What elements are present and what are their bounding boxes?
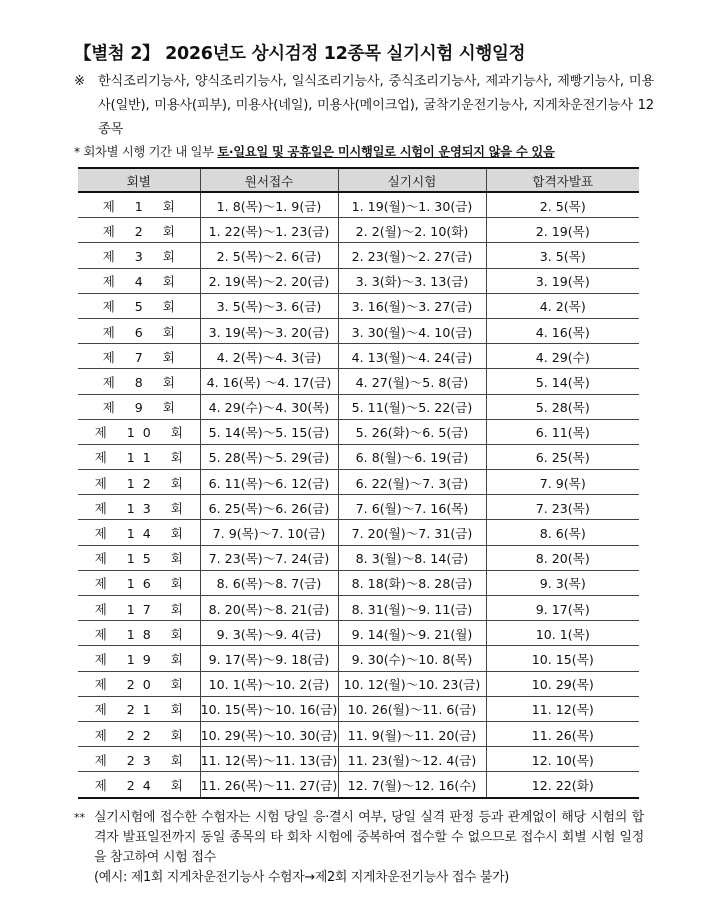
round-cell: 제 19 회 (78, 646, 200, 671)
round-cell: 제 7 회 (78, 344, 200, 369)
exam-period-cell: 10. 12(월)～10. 23(금) (338, 671, 486, 696)
round-cell: 제 8 회 (78, 369, 200, 394)
table-row (78, 696, 639, 721)
table-row (78, 268, 639, 293)
round-cell: 제 10 회 (78, 419, 200, 444)
application-period-cell: 7. 23(목)～7. 24(금) (200, 545, 338, 570)
table-row (78, 218, 639, 243)
exam-period-cell: 8. 31(월)～9. 11(금) (338, 596, 486, 621)
exam-period-cell: 4. 13(월)～4. 24(금) (338, 344, 486, 369)
exam-period-cell: 7. 20(월)～7. 31(금) (338, 520, 486, 545)
round-cell: 제 11 회 (78, 444, 200, 469)
result-date-cell: 6. 25(목) (486, 444, 639, 469)
exam-period-cell: 3. 3(화)～3. 13(금) (338, 268, 486, 293)
exam-period-cell: 5. 26(화)～6. 5(금) (338, 419, 486, 444)
table-row (78, 243, 639, 268)
round-cell: 제 15 회 (78, 545, 200, 570)
round-cell: 제 20 회 (78, 671, 200, 696)
result-date-cell: 10. 1(목) (486, 621, 639, 646)
application-period-cell: 2. 19(목)～2. 20(금) (200, 268, 338, 293)
exam-period-cell: 2. 2(월)～2. 10(화) (338, 218, 486, 243)
exam-period-cell: 8. 18(화)～8. 28(금) (338, 570, 486, 595)
round-cell: 제 13 회 (78, 495, 200, 520)
schedule-table (78, 167, 639, 799)
application-period-cell: 5. 14(목)～5. 15(금) (200, 419, 338, 444)
exam-period-cell: 1. 19(월)～1. 30(금) (338, 192, 486, 218)
exam-period-cell: 9. 14(월)～9. 21(월) (338, 621, 486, 646)
result-date-cell: 8. 6(목) (486, 520, 639, 545)
result-date-cell: 3. 19(목) (486, 268, 639, 293)
exam-period-cell: 3. 16(월)～3. 27(금) (338, 293, 486, 318)
duplicate-application-text: 실기시험에 접수한 수험자는 시험 당일 응·결시 여부, 당일 실격 판정 등과 관계없이 해당 시험의 합격자 발표일전까지 동일 종목의 타 회차 시험에 중복하여 접수할 수 없으므로 접수시 회별 시험 일정을 참고하여 시험 접수 (94, 810, 644, 865)
exam-period-cell: 9. 30(수)～10. 8(목) (338, 646, 486, 671)
header-application: 원서접수 (200, 168, 338, 192)
exam-period-cell: 6. 8(월)～6. 19(금) (338, 444, 486, 469)
result-date-cell: 11. 12(목) (486, 696, 639, 721)
application-period-cell: 3. 19(목)～3. 20(금) (200, 318, 338, 343)
weekend-notice-prefix: 회차별 시행 기간 내 일부 (83, 145, 218, 159)
table-row (78, 293, 639, 318)
application-period-cell: 11. 26(목)～11. 27(금) (200, 772, 338, 798)
result-date-cell: 5. 14(목) (486, 369, 639, 394)
header-round: 회별 (78, 168, 200, 192)
table-row (78, 747, 639, 772)
exam-period-cell: 11. 9(월)～11. 20(금) (338, 721, 486, 746)
round-cell: 제 24 회 (78, 772, 200, 798)
result-date-cell: 9. 3(목) (486, 570, 639, 595)
application-period-cell: 7. 9(목)～7. 10(금) (200, 520, 338, 545)
round-cell: 제 1 회 (78, 192, 200, 218)
application-period-cell: 4. 29(수)～4. 30(목) (200, 394, 338, 419)
table-row (78, 344, 639, 369)
application-period-cell: 8. 20(목)～8. 21(금) (200, 596, 338, 621)
table-row (78, 596, 639, 621)
round-cell: 제 5 회 (78, 293, 200, 318)
result-date-cell: 7. 23(목) (486, 495, 639, 520)
round-cell: 제 23 회 (78, 747, 200, 772)
application-period-cell: 6. 25(목)～6. 26(금) (200, 495, 338, 520)
subject-list-text: 한식조리기능사, 양식조리기능사, 일식조리기능사, 중식조리기능사, 제과기능사, 제빵기능사, 미용사(일반), 미용사(피부), 미용사(네일), 미용사(메이크업), 굴착기운전기능사, 지게차운전기능사 12종목 (98, 74, 654, 137)
result-date-cell: 12. 22(화) (486, 772, 639, 798)
application-period-cell: 1. 8(목)～1. 9(금) (200, 192, 338, 218)
round-cell: 제 14 회 (78, 520, 200, 545)
result-date-cell: 4. 2(목) (486, 293, 639, 318)
table-row (78, 520, 639, 545)
application-period-cell: 2. 5(목)～2. 6(금) (200, 243, 338, 268)
application-period-cell: 4. 16(목) ～4. 17(금) (200, 369, 338, 394)
application-period-cell: 6. 11(목)～6. 12(금) (200, 470, 338, 495)
table-row (78, 419, 639, 444)
application-period-cell: 5. 28(목)～5. 29(금) (200, 444, 338, 469)
result-date-cell: 5. 28(목) (486, 394, 639, 419)
header-result-announcement: 합격자발표 (486, 168, 639, 192)
document-title: 【별첨 2】 2026년도 상시검정 12종목 실기시험 시행일정 (74, 44, 526, 64)
result-date-cell: 2. 19(목) (486, 218, 639, 243)
round-cell: 제 9 회 (78, 394, 200, 419)
table-row (78, 318, 639, 343)
round-cell: 제 22 회 (78, 721, 200, 746)
round-cell: 제 18 회 (78, 621, 200, 646)
table-row (78, 570, 639, 595)
result-date-cell: 11. 26(목) (486, 721, 639, 746)
exam-period-cell: 7. 6(월)～7. 16(목) (338, 495, 486, 520)
table-row (78, 369, 639, 394)
duplicate-application-notice (74, 808, 644, 888)
weekend-notice-emphasis: 토·일요일 및 공휴일은 미시행일로 시험이 운영되지 않을 수 있음 (217, 145, 555, 159)
round-cell: 제 3 회 (78, 243, 200, 268)
table-row (78, 394, 639, 419)
result-date-cell: 4. 29(수) (486, 344, 639, 369)
table-row (78, 621, 639, 646)
result-date-cell: 4. 16(목) (486, 318, 639, 343)
application-period-cell: 1. 22(목)～1. 23(금) (200, 218, 338, 243)
table-row (78, 646, 639, 671)
table-row (78, 444, 639, 469)
round-cell: 제 21 회 (78, 696, 200, 721)
table-row (78, 545, 639, 570)
exam-period-cell: 4. 27(월)～5. 8(금) (338, 369, 486, 394)
exam-period-cell: 6. 22(월)～7. 3(금) (338, 470, 486, 495)
application-period-cell: 4. 2(목)～4. 3(금) (200, 344, 338, 369)
schedule-table-body (78, 192, 639, 798)
round-cell: 제 12 회 (78, 470, 200, 495)
result-date-cell: 2. 5(목) (486, 192, 639, 218)
result-date-cell: 3. 5(목) (486, 243, 639, 268)
asterisk-mark: * (74, 145, 80, 159)
result-date-cell: 7. 9(목) (486, 470, 639, 495)
table-row (78, 470, 639, 495)
table-row (78, 772, 639, 798)
application-period-cell: 9. 17(목)～9. 18(금) (200, 646, 338, 671)
table-row (78, 192, 639, 218)
table-row (78, 721, 639, 746)
header-practical-exam: 실기시험 (338, 168, 486, 192)
result-date-cell: 10. 15(목) (486, 646, 639, 671)
exam-period-cell: 8. 3(월)～8. 14(금) (338, 545, 486, 570)
round-cell: 제 16 회 (78, 570, 200, 595)
subject-list-note (74, 70, 654, 142)
exam-period-cell: 11. 23(월)～12. 4(금) (338, 747, 486, 772)
result-date-cell: 12. 10(목) (486, 747, 639, 772)
result-date-cell: 9. 17(목) (486, 596, 639, 621)
table-header-row (78, 168, 639, 192)
exam-period-cell: 2. 23(월)～2. 27(금) (338, 243, 486, 268)
example-text: (예시: 제1회 지게차운전기능사 수험자→제2회 지게차운전기능사 접수 불가) (94, 870, 510, 885)
application-period-cell: 8. 6(목)～8. 7(금) (200, 570, 338, 595)
application-period-cell: 10. 1(목)～10. 2(금) (200, 671, 338, 696)
exam-period-cell: 12. 7(월)～12. 16(수) (338, 772, 486, 798)
application-period-cell: 10. 29(목)～10. 30(금) (200, 721, 338, 746)
application-period-cell: 10. 15(목)～10. 16(금) (200, 696, 338, 721)
exam-period-cell: 10. 26(월)～11. 6(금) (338, 696, 486, 721)
application-period-cell: 3. 5(목)～3. 6(금) (200, 293, 338, 318)
double-asterisk-mark: ** (74, 811, 85, 824)
table-row (78, 495, 639, 520)
exam-period-cell: 5. 11(월)～5. 22(금) (338, 394, 486, 419)
result-date-cell: 8. 20(목) (486, 545, 639, 570)
reference-mark: ※ (74, 74, 86, 89)
table-row (78, 671, 639, 696)
application-period-cell: 11. 12(목)～11. 13(금) (200, 747, 338, 772)
round-cell: 제 4 회 (78, 268, 200, 293)
result-date-cell: 6. 11(목) (486, 419, 639, 444)
result-date-cell: 10. 29(목) (486, 671, 639, 696)
exam-period-cell: 3. 30(월)～4. 10(금) (338, 318, 486, 343)
round-cell: 제 2 회 (78, 218, 200, 243)
application-period-cell: 9. 3(목)～9. 4(금) (200, 621, 338, 646)
round-cell: 제 17 회 (78, 596, 200, 621)
round-cell: 제 6 회 (78, 318, 200, 343)
weekend-notice (74, 142, 555, 160)
